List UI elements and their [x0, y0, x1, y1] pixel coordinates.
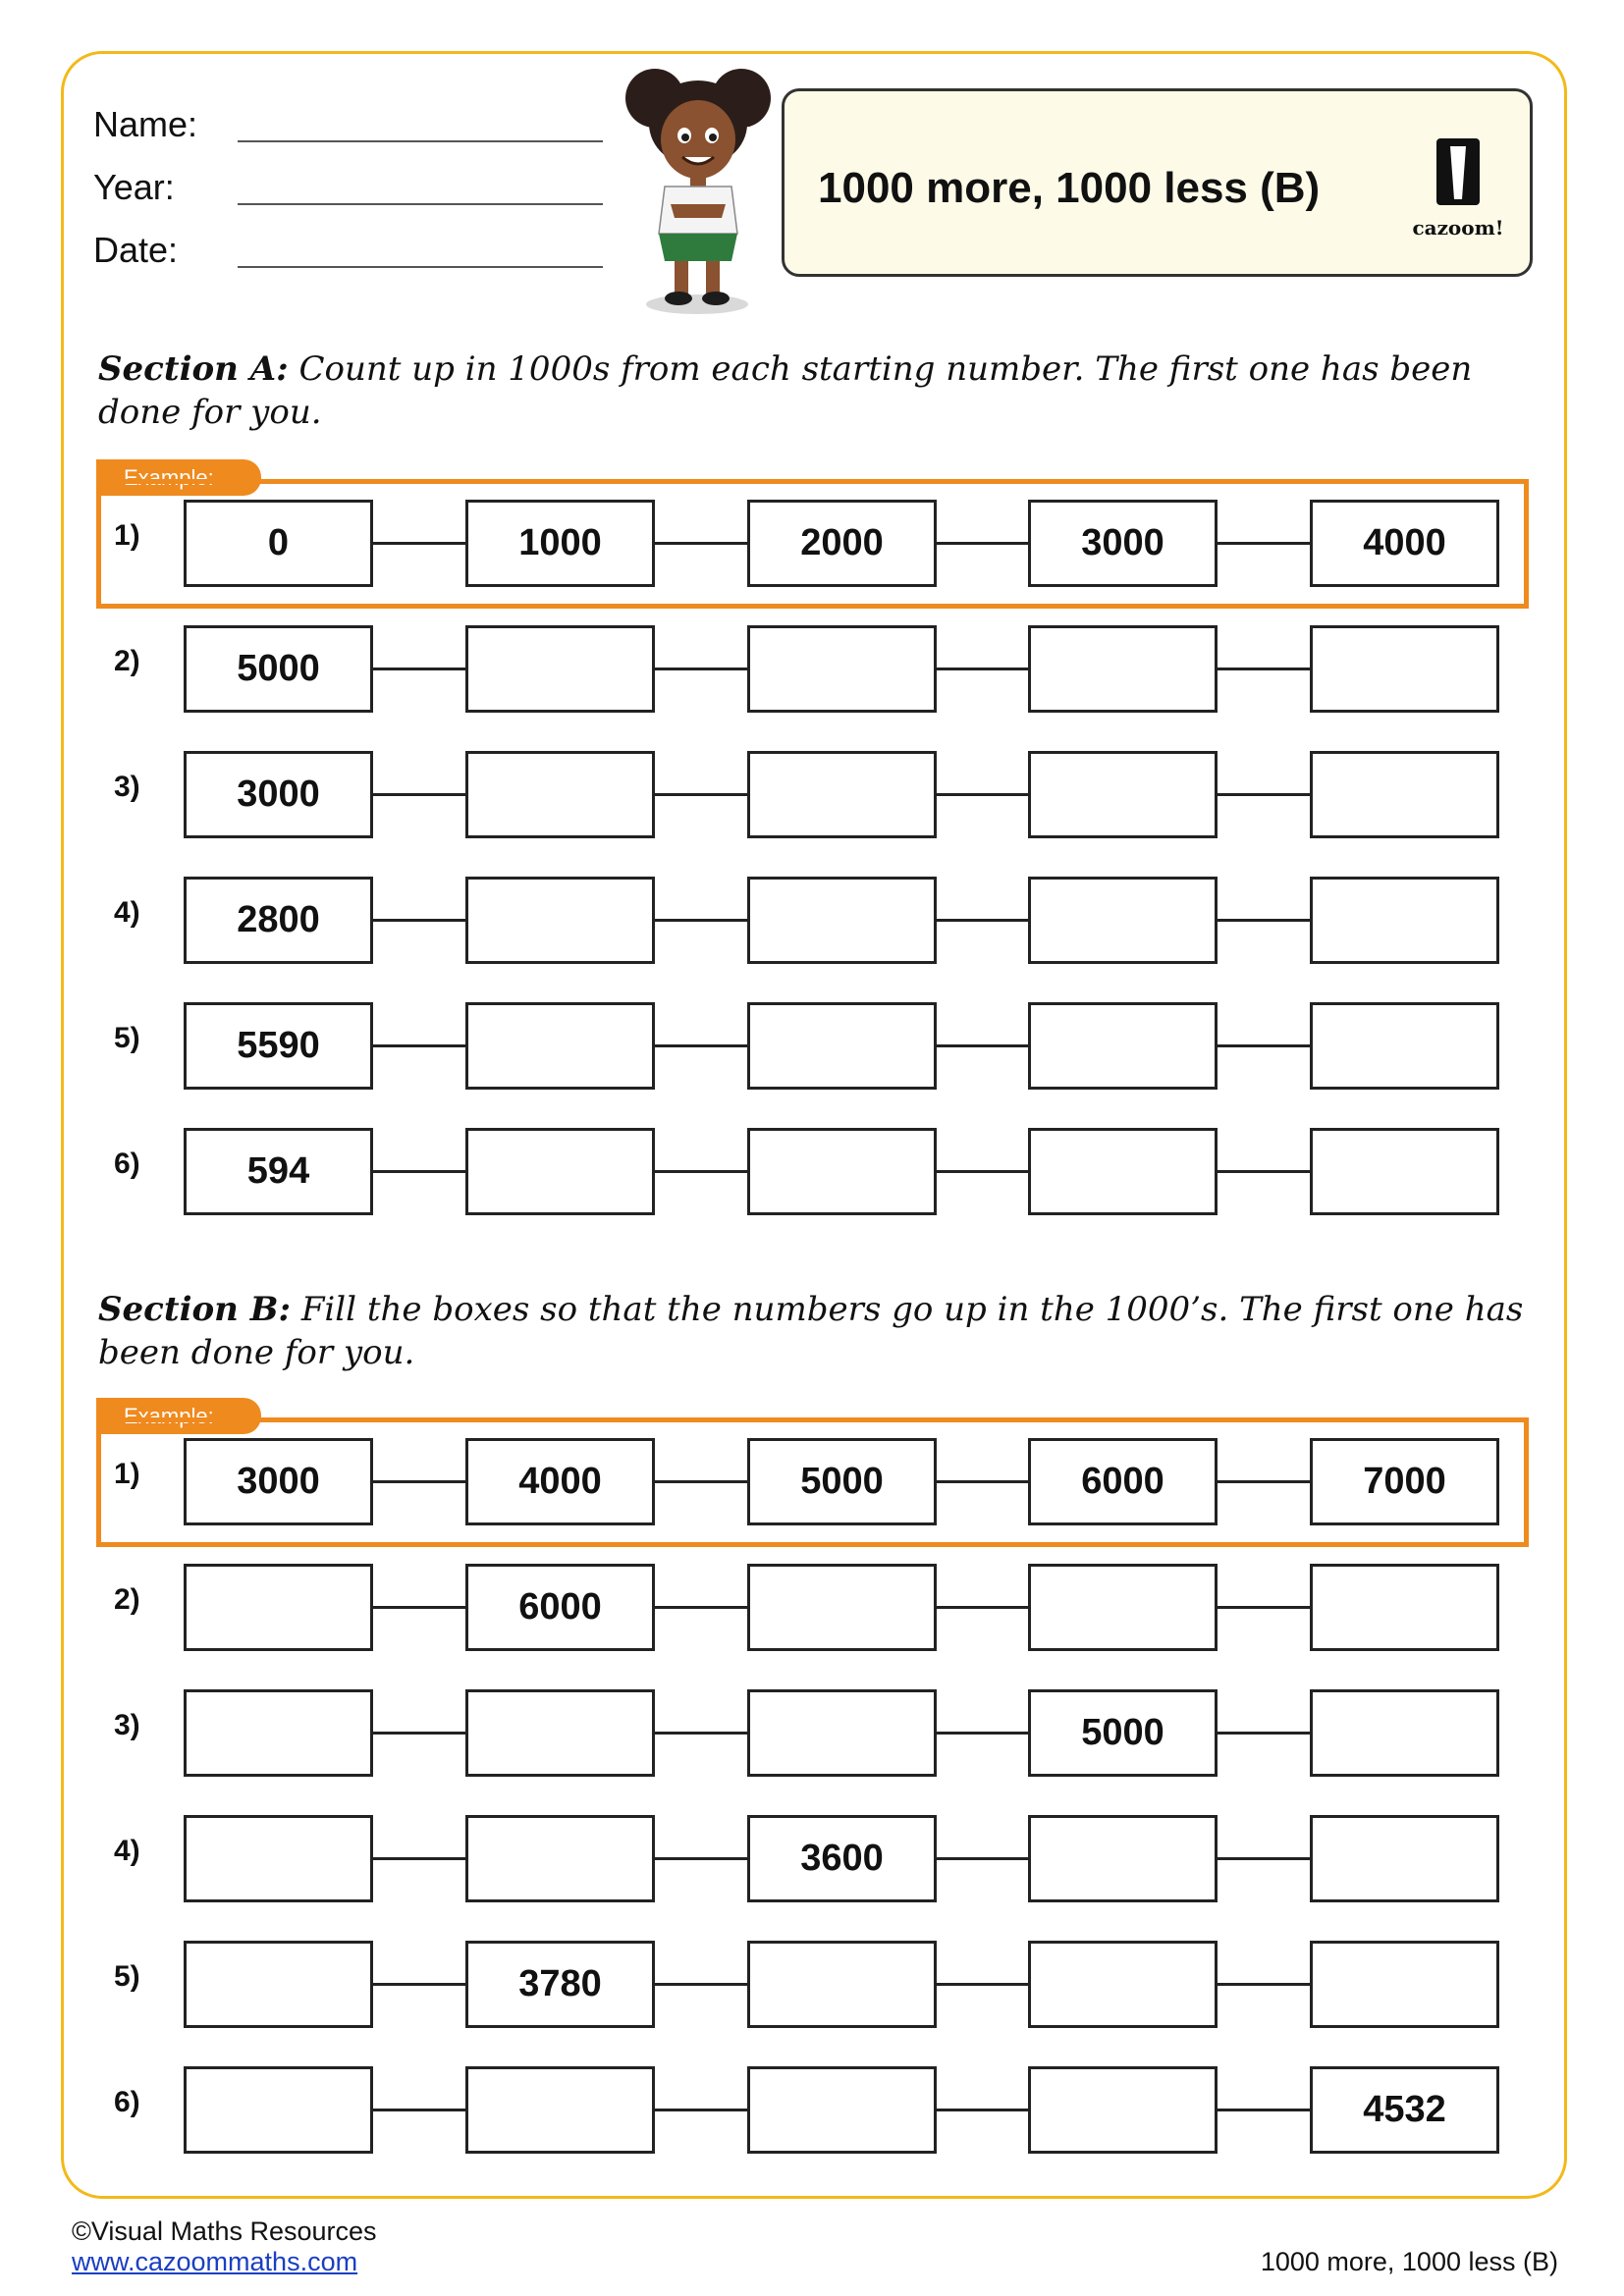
section-b-instruction-text: Fill the boxes so that the numbers go up in the 1000’s. The first one has been done for you.: [98, 1290, 1524, 1372]
number-box: 3000: [1028, 500, 1218, 587]
connector-line: [1218, 1044, 1310, 1047]
number-box: 3000: [184, 751, 373, 838]
answer-box[interactable]: [747, 877, 937, 964]
answer-box[interactable]: [1310, 1564, 1499, 1651]
connector-line: [655, 667, 747, 670]
question-number: 1): [114, 519, 140, 552]
connector-line: [1218, 793, 1310, 796]
answer-box[interactable]: [184, 1564, 373, 1651]
answer-box[interactable]: [465, 877, 655, 964]
section-a-question-row: [0, 877, 1624, 965]
answer-box[interactable]: [747, 1564, 937, 1651]
answer-box[interactable]: [747, 1689, 937, 1777]
worksheet-title: 1000 more, 1000 less (B): [818, 164, 1321, 212]
connector-line: [373, 919, 465, 922]
question-number: 4): [114, 1835, 140, 1867]
connector-line: [1218, 919, 1310, 922]
connector-line: [937, 2109, 1028, 2111]
connector-line: [373, 1170, 465, 1173]
connector-line: [937, 542, 1028, 545]
connector-line: [655, 793, 747, 796]
section-b-question-row: [0, 1689, 1624, 1778]
connector-line: [1218, 1606, 1310, 1609]
connector-line: [1218, 667, 1310, 670]
connector-line: [1218, 1983, 1310, 1986]
answer-box[interactable]: [1310, 751, 1499, 838]
answer-box[interactable]: [465, 1128, 655, 1215]
answer-box[interactable]: [1028, 625, 1218, 713]
connector-line: [1218, 1480, 1310, 1483]
answer-box[interactable]: [1028, 2066, 1218, 2154]
number-box: 5590: [184, 1002, 373, 1090]
footer-worksheet-name: 1000 more, 1000 less (B): [1260, 2247, 1558, 2276]
logo-text: cazoom!: [1412, 216, 1504, 240]
question-number: 5): [114, 1960, 140, 1993]
answer-box[interactable]: [747, 625, 937, 713]
connector-line: [655, 1170, 747, 1173]
number-box: 6000: [1028, 1438, 1218, 1525]
footer-copyright: ©Visual Maths Resources: [72, 2216, 377, 2246]
connector-line: [937, 1983, 1028, 1986]
number-box: 5000: [747, 1438, 937, 1525]
section-b-question-row: [0, 1941, 1624, 2029]
number-box: 2800: [184, 877, 373, 964]
connector-line: [937, 1170, 1028, 1173]
answer-box[interactable]: [1028, 877, 1218, 964]
connector-line: [373, 2109, 465, 2111]
section-a-heading: Section A:: [98, 349, 289, 389]
number-box: 5000: [1028, 1689, 1218, 1777]
section-b-question-row: [0, 2066, 1624, 2155]
connector-line: [655, 919, 747, 922]
number-box: 2000: [747, 500, 937, 587]
answer-box[interactable]: [747, 1941, 937, 2028]
question-number: 3): [114, 1709, 140, 1741]
number-box: 6000: [465, 1564, 655, 1651]
connector-line: [937, 667, 1028, 670]
answer-box[interactable]: [1310, 1002, 1499, 1090]
connector-line: [1218, 1857, 1310, 1860]
number-box: 4000: [1310, 500, 1499, 587]
connector-line: [373, 542, 465, 545]
number-box: 7000: [1310, 1438, 1499, 1525]
connector-line: [655, 1857, 747, 1860]
connector-line: [373, 1044, 465, 1047]
number-box: 1000: [465, 500, 655, 587]
connector-line: [1218, 1170, 1310, 1173]
number-box: 4000: [465, 1438, 655, 1525]
question-number: 5): [114, 1022, 140, 1054]
connector-line: [937, 1606, 1028, 1609]
question-number: 1): [114, 1458, 140, 1490]
connector-line: [373, 1857, 465, 1860]
section-a-question-row: [0, 1128, 1624, 1216]
answer-box[interactable]: [465, 751, 655, 838]
answer-box[interactable]: [1310, 625, 1499, 713]
answer-box[interactable]: [747, 1002, 937, 1090]
answer-box[interactable]: [1028, 1564, 1218, 1651]
answer-box[interactable]: [465, 2066, 655, 2154]
title-box: [782, 88, 1533, 277]
section-b-question-row: [0, 1438, 1624, 1526]
connector-line: [937, 1480, 1028, 1483]
answer-box[interactable]: [1310, 1941, 1499, 2028]
number-box: 0: [184, 500, 373, 587]
connector-line: [937, 1732, 1028, 1735]
answer-box[interactable]: [1028, 1941, 1218, 2028]
number-box: 3000: [184, 1438, 373, 1525]
answer-box[interactable]: [1310, 1815, 1499, 1902]
connector-line: [655, 2109, 747, 2111]
question-number: 2): [114, 645, 140, 677]
section-a-instruction-text: Count up in 1000s from each starting number. The first one has been done for you.: [98, 349, 1473, 432]
answer-box[interactable]: [1310, 877, 1499, 964]
section-b-heading: Section B:: [98, 1290, 292, 1329]
answer-box[interactable]: [1310, 1689, 1499, 1777]
connector-line: [1218, 2109, 1310, 2111]
answer-box[interactable]: [1310, 1128, 1499, 1215]
answer-box[interactable]: [184, 1689, 373, 1777]
connector-line: [937, 1857, 1028, 1860]
name-label: Name:: [93, 104, 198, 144]
section-a-question-row: [0, 500, 1624, 588]
connector-line: [655, 1044, 747, 1047]
answer-box[interactable]: [1028, 751, 1218, 838]
answer-box[interactable]: [747, 2066, 937, 2154]
answer-box[interactable]: [184, 2066, 373, 2154]
answer-box[interactable]: [1028, 1815, 1218, 1902]
year-field[interactable]: [238, 203, 603, 205]
number-box: 3600: [747, 1815, 937, 1902]
connector-line: [1218, 542, 1310, 545]
name-field[interactable]: [238, 140, 603, 142]
answer-box[interactable]: [465, 1689, 655, 1777]
date-field[interactable]: [238, 266, 603, 268]
section-b-question-row: [0, 1815, 1624, 1903]
connector-line: [373, 667, 465, 670]
connector-line: [373, 793, 465, 796]
question-number: 6): [114, 2086, 140, 2118]
cazoom-logo-icon: [1429, 136, 1488, 207]
connector-line: [373, 1732, 465, 1735]
number-box: 5000: [184, 625, 373, 713]
answer-box[interactable]: [465, 1002, 655, 1090]
number-box: 594: [184, 1128, 373, 1215]
section-a-question-row: [0, 751, 1624, 839]
section-b-question-row: [0, 1564, 1624, 1652]
answer-box[interactable]: [747, 1128, 937, 1215]
section-a-question-row: [0, 1002, 1624, 1091]
answer-box[interactable]: [747, 751, 937, 838]
section-b-example-tab: Example:: [96, 1398, 261, 1434]
question-number: 4): [114, 896, 140, 929]
section-a-example-tab: Example:: [96, 459, 261, 496]
student-mascot-illustration: [614, 59, 781, 316]
connector-line: [655, 1983, 747, 1986]
answer-box[interactable]: [184, 1815, 373, 1902]
section-a-question-row: [0, 625, 1624, 714]
number-box: 4532: [1310, 2066, 1499, 2154]
connector-line: [1218, 1732, 1310, 1735]
answer-box[interactable]: [465, 1815, 655, 1902]
connector-line: [937, 919, 1028, 922]
connector-line: [655, 1732, 747, 1735]
section-a-instruction: [98, 347, 1532, 434]
answer-box[interactable]: [465, 625, 655, 713]
date-label: Date:: [93, 230, 179, 270]
cazoom-logo: [1404, 136, 1512, 244]
answer-box[interactable]: [184, 1941, 373, 2028]
question-number: 2): [114, 1583, 140, 1616]
connector-line: [655, 1606, 747, 1609]
connector-line: [655, 542, 747, 545]
connector-line: [373, 1606, 465, 1609]
question-number: 6): [114, 1148, 140, 1180]
answer-box[interactable]: [1028, 1128, 1218, 1215]
footer-website-link[interactable]: www.cazoommaths.com: [72, 2247, 358, 2276]
connector-line: [655, 1480, 747, 1483]
section-b-instruction: [98, 1288, 1532, 1374]
year-label: Year:: [93, 167, 175, 207]
number-box: 3780: [465, 1941, 655, 2028]
question-number: 3): [114, 771, 140, 803]
connector-line: [937, 1044, 1028, 1047]
connector-line: [373, 1983, 465, 1986]
connector-line: [937, 793, 1028, 796]
answer-box[interactable]: [1028, 1002, 1218, 1090]
connector-line: [373, 1480, 465, 1483]
